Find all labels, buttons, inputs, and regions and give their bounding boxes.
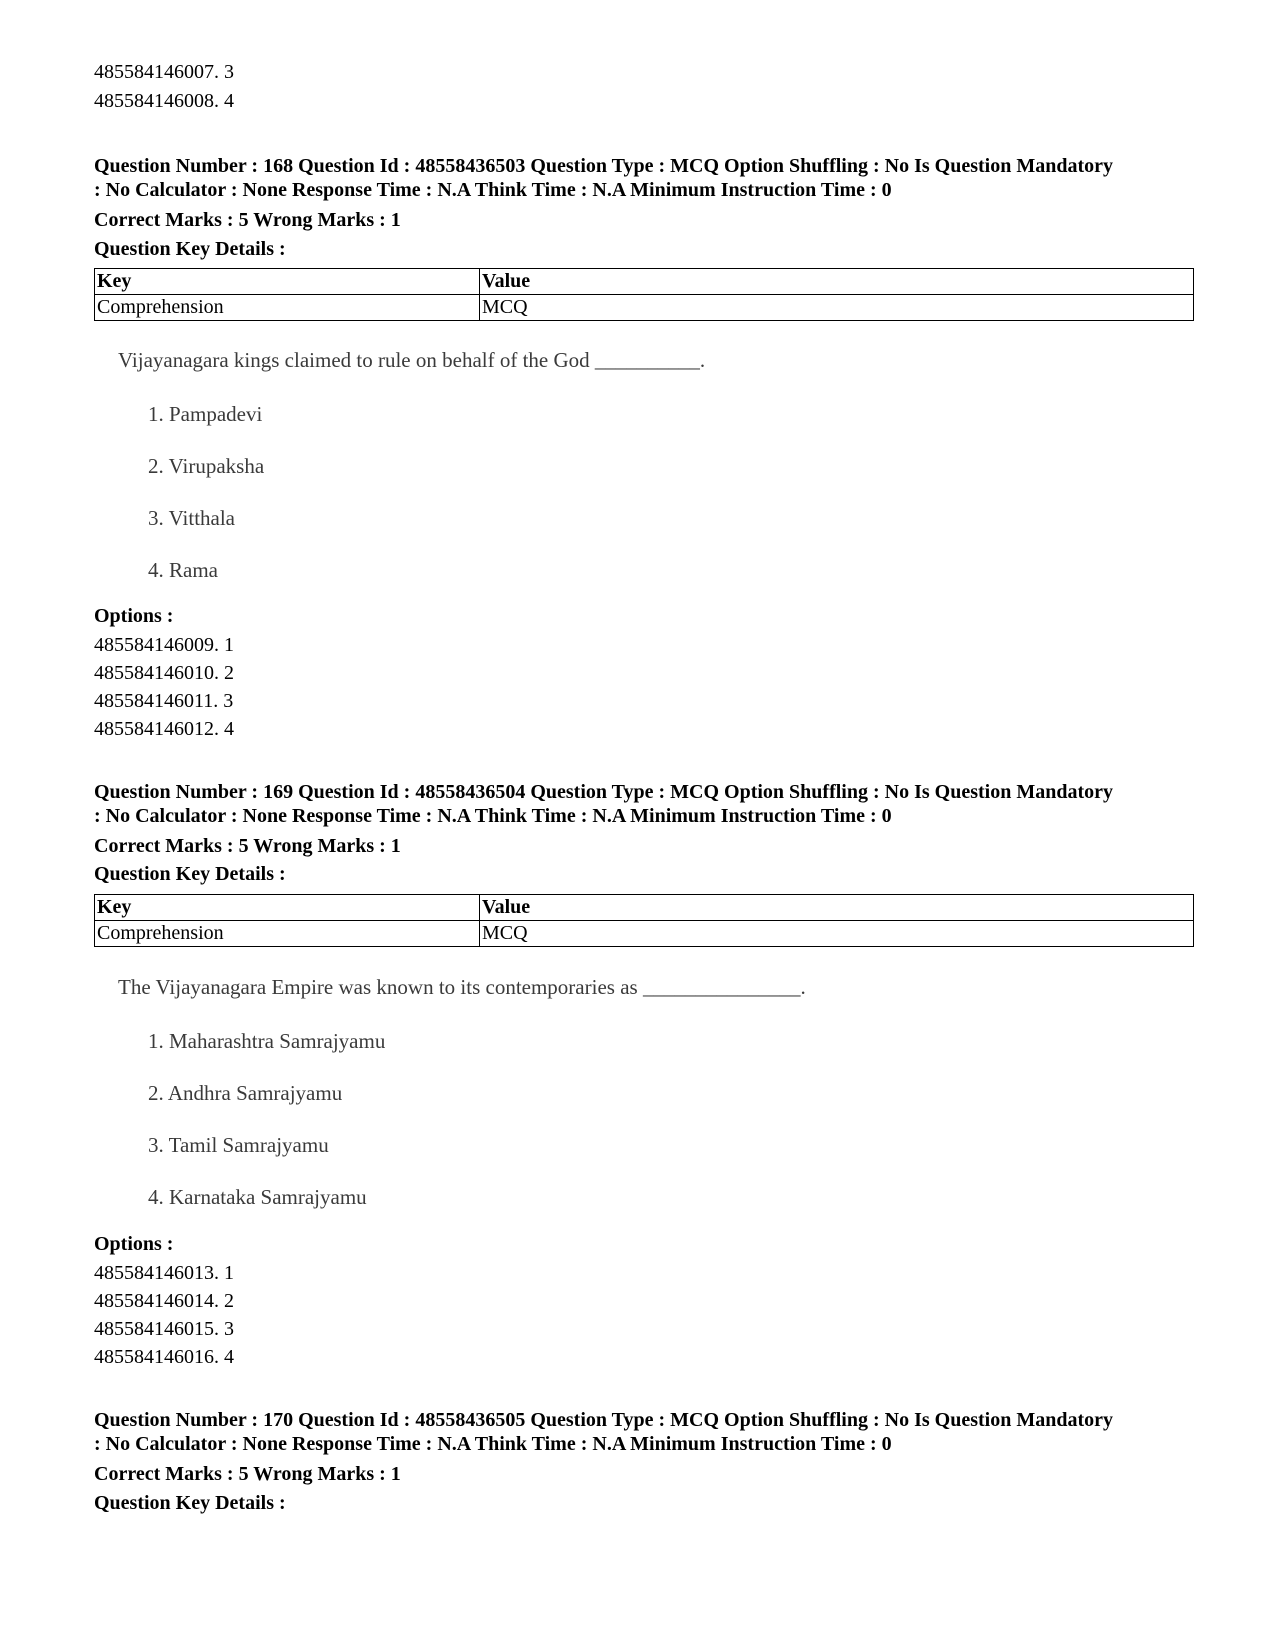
table-cell: MCQ — [480, 295, 1194, 321]
key-details-table — [94, 268, 1194, 321]
option-line: 485584146007. 3 — [94, 61, 234, 83]
question-stem: The Vijayanagara Empire was known to its contemporaries as _______________. — [118, 975, 806, 999]
choice-item: 1. Pampadevi — [148, 402, 263, 426]
table-cell: MCQ — [480, 921, 1194, 947]
choice-item: 4. Rama — [148, 558, 218, 582]
marks-line: Correct Marks : 5 Wrong Marks : 1 — [94, 1463, 401, 1485]
choice-item: 3. Vitthala — [148, 506, 236, 530]
marks-line: Correct Marks : 5 Wrong Marks : 1 — [94, 209, 401, 231]
question-header-line: : No Calculator : None Response Time : N.A Think Time : N.A Minimum Instruction Time : 0 — [94, 179, 892, 201]
key-details-label: Question Key Details : — [94, 1492, 286, 1514]
key-details-table — [94, 894, 1194, 947]
key-details-label: Question Key Details : — [94, 238, 286, 260]
question-header-line: Question Number : 168 Question Id : 48558436503 Question Type : MCQ Option Shuffling : No Is Question Mandatory — [94, 155, 1113, 177]
table-header-cell: Value — [480, 895, 1194, 921]
table-cell: Comprehension — [95, 295, 480, 321]
choice-item: 2. Virupaksha — [148, 454, 265, 478]
marks-line: Correct Marks : 5 Wrong Marks : 1 — [94, 835, 401, 857]
table-header-cell: Value — [480, 269, 1194, 295]
table-row — [95, 921, 1194, 947]
choice-item: 3. Tamil Samrajyamu — [148, 1133, 329, 1157]
option-line: 485584146014. 2 — [94, 1290, 234, 1312]
question-header — [94, 154, 1204, 202]
table-row — [95, 295, 1194, 321]
option-line: 485584146016. 4 — [94, 1346, 234, 1368]
option-line: 485584146015. 3 — [94, 1318, 234, 1340]
option-line: 485584146008. 4 — [94, 90, 234, 112]
choice-item: 1. Maharashtra Samrajyamu — [148, 1029, 386, 1053]
question-header-line: : No Calculator : None Response Time : N.A Think Time : N.A Minimum Instruction Time : 0 — [94, 805, 892, 827]
table-cell: Comprehension — [95, 921, 480, 947]
question-header — [94, 1408, 1204, 1456]
table-header-row — [95, 895, 1194, 921]
question-header-line: Question Number : 170 Question Id : 48558436505 Question Type : MCQ Option Shuffling : No Is Question Mandatory — [94, 1409, 1113, 1431]
question-header — [94, 780, 1204, 828]
option-line: 485584146009. 1 — [94, 634, 234, 656]
table-header-row — [95, 269, 1194, 295]
key-details-label: Question Key Details : — [94, 863, 286, 885]
table-header-cell: Key — [95, 269, 480, 295]
table-header-cell: Key — [95, 895, 480, 921]
question-header-line: : No Calculator : None Response Time : N.A Think Time : N.A Minimum Instruction Time : 0 — [94, 1433, 892, 1455]
question-stem: Vijayanagara kings claimed to rule on behalf of the God __________. — [118, 348, 706, 372]
options-label: Options : — [94, 1233, 174, 1255]
option-line: 485584146010. 2 — [94, 662, 234, 684]
option-line: 485584146011. 3 — [94, 690, 234, 712]
choice-item: 4. Karnataka Samrajyamu — [148, 1185, 367, 1209]
question-header-line: Question Number : 169 Question Id : 48558436504 Question Type : MCQ Option Shuffling : No Is Question Mandatory — [94, 781, 1113, 803]
choice-item: 2. Andhra Samrajyamu — [148, 1081, 343, 1105]
option-line: 485584146012. 4 — [94, 718, 234, 740]
option-line: 485584146013. 1 — [94, 1262, 234, 1284]
options-label: Options : — [94, 605, 174, 627]
